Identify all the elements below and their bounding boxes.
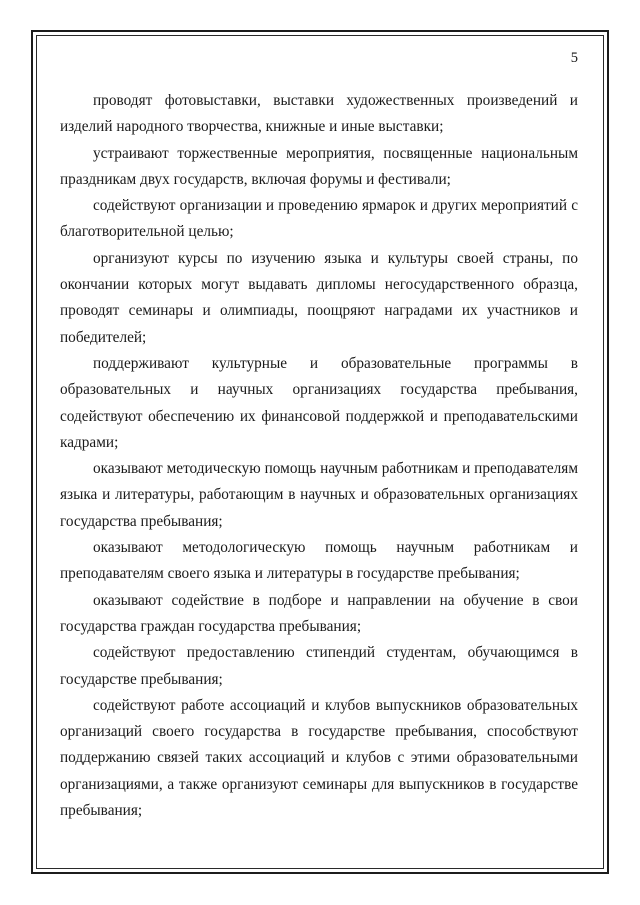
paragraph-training-selection: оказывают содействие в подборе и направлении на обучение в свои государства граждан государства пребывания; [60,591,578,635]
paragraph-courses: организуют курсы по изучению языка и культуры своей страны, по окончании которых могут выдавать дипломы негосударственного образца, проводят семинары и олимпиады, поощряют наградами их участников и победителей; [60,249,578,346]
paragraph-methodical-help: оказывают методическую помощь научным работникам и преподавателям языка и литературы, работающим в научных и образовательных организациях государства пребывания; [60,460,578,530]
paragraph-exhibitions: проводят фотовыставки, выставки художественных произведений и изделий народного творчества, книжные и иные выставки; [60,92,578,136]
paragraph-programs: поддерживают культурные и образовательные программы в образовательных и научных организациях государства пребывания, содействуют обеспечению их финансовой поддержкой и преподавательскими кадрами; [60,354,578,451]
paragraph-scholarships: содействуют предоставлению стипендий студентам, обучающимся в государстве пребывания; [60,644,578,688]
paragraph-alumni-associations: содействуют работе ассоциаций и клубов выпускников образовательных организаций своего государства в государстве пребывания, способствуют поддержанию связей таких ассоциаций и клубов с этими образовательными организациями, а также организуют семинары для выпускников в государстве пребывания; [60,696,578,820]
paragraph-ceremonies: устраивают торжественные мероприятия, посвященные национальным праздникам двух государств, включая форумы и фестивали; [60,144,578,188]
paragraph-fairs: содействуют организации и проведению ярмарок и других мероприятий с благотворительной целью; [60,197,578,241]
paragraph-methodological-help: оказывают методологическую помощь научным работникам и преподавателям своего языка и литературы в государстве пребывания; [60,539,578,583]
page-number: 5 [570,50,578,66]
document-body [60,88,578,824]
